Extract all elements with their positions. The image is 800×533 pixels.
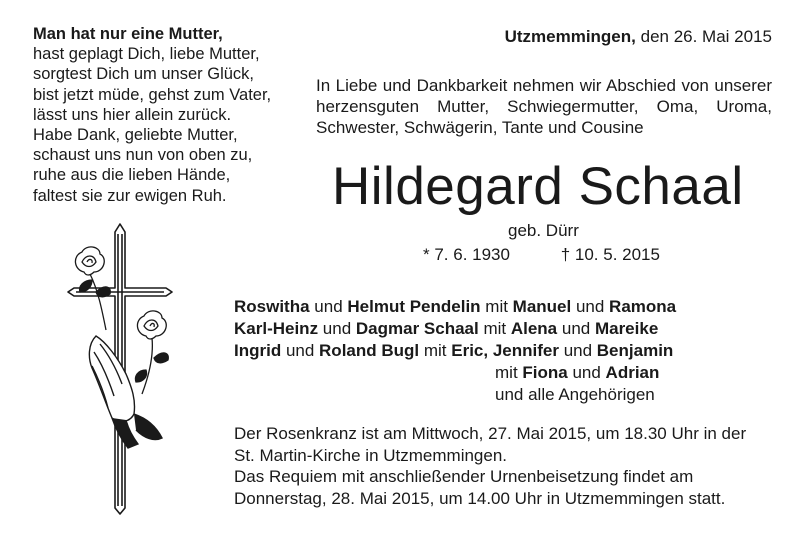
family-name: Eric, Jennifer: [451, 341, 559, 360]
family-name: Karl-Heinz: [234, 319, 319, 338]
poem-line: Man hat nur eine Mutter,: [33, 25, 223, 43]
family-name: Roswitha: [234, 297, 310, 316]
family-name: Alena: [510, 319, 558, 338]
family-name: Adrian: [605, 363, 660, 382]
poem-line: bist jetzt müde, gehst zum Vater,: [33, 85, 272, 104]
connector: und: [557, 319, 595, 338]
poem: [33, 24, 271, 206]
family-name: Mareike: [594, 319, 659, 338]
connector: und: [571, 297, 610, 316]
family-name: Benjamin: [596, 341, 674, 360]
poem-line: schaust uns nun von oben zu,: [33, 146, 253, 165]
family-line: [234, 340, 676, 362]
place: Utzmemmingen,: [504, 27, 636, 46]
service-line: Donnerstag, 28. Mai 2015, um 14.00 Uhr in Utzmemmingen statt.: [234, 488, 726, 508]
life-dates: [423, 245, 660, 265]
service-line: St. Martin-Kirche in Utzmemmingen.: [234, 445, 508, 465]
poem-line: faltest sie zur ewigen Ruh.: [33, 186, 227, 205]
connector: und: [567, 363, 606, 382]
poem-line: Habe Dank, geliebte Mutter,: [33, 126, 238, 145]
family-line: und alle Angehörigen: [495, 385, 655, 404]
cross-with-roses-and-praying-hands-icon: [62, 218, 182, 523]
connector: mit: [495, 363, 523, 382]
poem-line: lässt uns hier allein zurück.: [33, 105, 232, 124]
death-date: † 10. 5. 2015: [560, 245, 660, 264]
service-info: [234, 423, 774, 509]
service-line: Der Rosenkranz ist am Mittwoch, 27. Mai 2015, um 18.30 Uhr in der: [234, 424, 747, 443]
family-name: Dagmar Schaal: [355, 319, 479, 338]
family-name: Roland Bugl: [319, 341, 420, 360]
family-list: [234, 296, 676, 406]
poem-line: ruhe aus die lieben Hände,: [33, 166, 231, 185]
intro-line: herzensguten Mutter, Schwiegermutter, Oma, Uroma,: [316, 97, 772, 116]
family-name: Manuel: [512, 297, 572, 316]
connector: und: [309, 297, 348, 316]
family-name: Ramona: [609, 297, 677, 316]
connector: und: [318, 319, 356, 338]
connector: und: [281, 341, 320, 360]
deceased-name: Hildegard Schaal: [332, 157, 744, 216]
place-date: [505, 27, 772, 47]
intro-line: In Liebe und Dankbarkeit nehmen wir Abschied von unserer: [316, 76, 772, 95]
date: den 26. Mai 2015: [640, 27, 772, 46]
connector: mit: [480, 297, 513, 316]
born-name: geb. Dürr: [508, 221, 579, 240]
service-line: Das Requiem mit anschließender Urnenbeisetzung findet am: [234, 467, 694, 486]
family-line: [234, 362, 676, 384]
poem-line: sorgtest Dich um unser Glück,: [33, 65, 254, 84]
connector: und: [558, 341, 597, 360]
family-line: [234, 318, 676, 340]
family-name: Fiona: [522, 363, 568, 382]
intro-line: Schwester, Schwägerin, Tante und Cousine: [316, 118, 644, 137]
family-name: Ingrid: [234, 341, 282, 360]
family-line: [234, 296, 676, 318]
birth-date: * 7. 6. 1930: [423, 245, 510, 264]
connector: mit: [419, 341, 452, 360]
poem-line: hast geplagt Dich, liebe Mutter,: [33, 45, 260, 64]
family-name: Helmut Pendelin: [347, 297, 481, 316]
connector: mit: [478, 319, 511, 338]
intro-text: [316, 75, 772, 138]
